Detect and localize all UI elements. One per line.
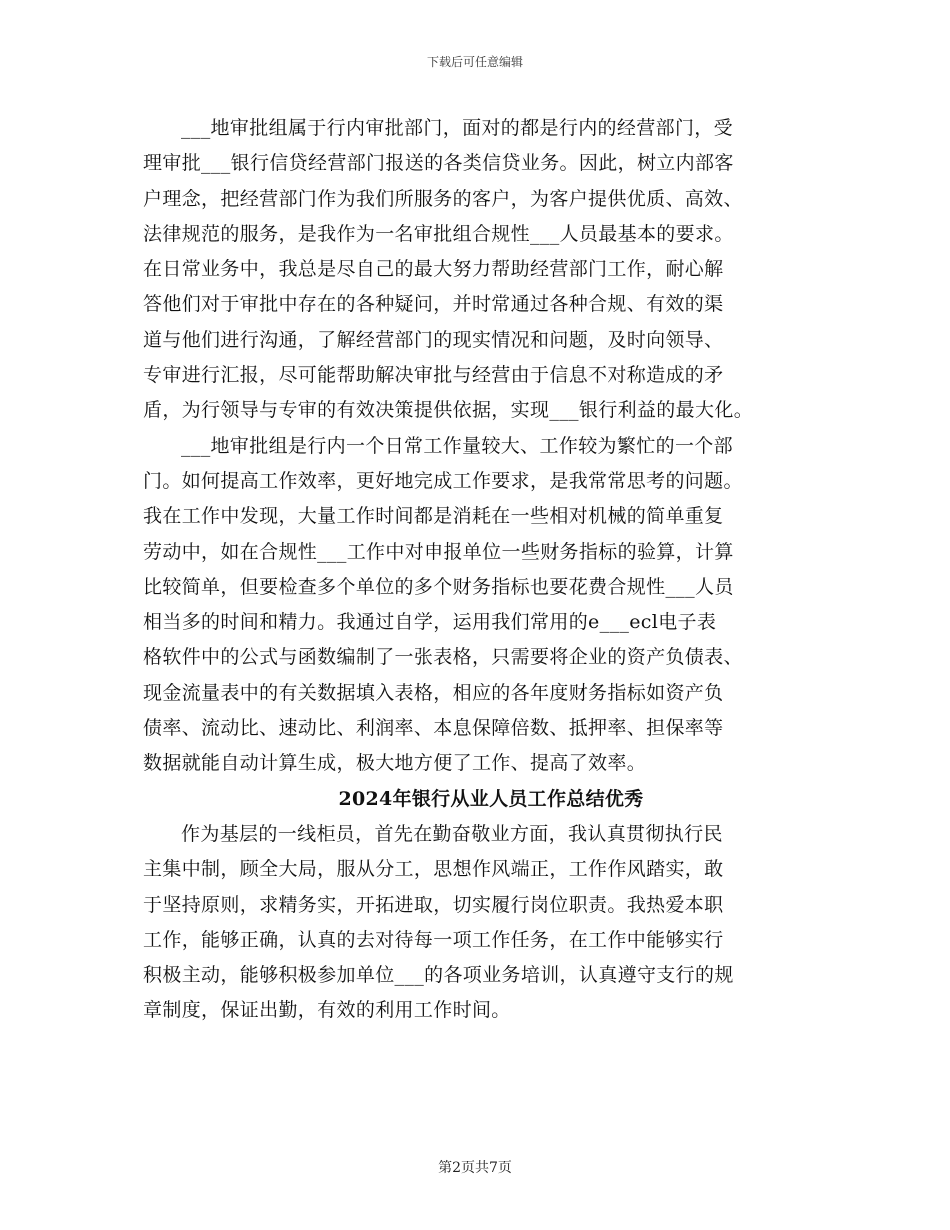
- text-line: ___地审批组是行内一个日常工作量较大、工作较为繁忙的一个部: [181, 434, 734, 457]
- paragraph-1: [143, 111, 823, 429]
- text-line: 答他们对于审批中存在的各种疑问，并时常通过各种合规、有效的渠: [143, 293, 724, 316]
- document-body: [143, 111, 823, 1029]
- text-line: 门。如何提高工作效率，更好地完成工作要求，是我常常思考的问题。: [143, 469, 743, 492]
- text-line: 债率、流动比、速动比、利润率、本息保障倍数、抵押率、担保率等: [143, 717, 724, 740]
- text-line: 相当多的时间和精力。我通过自学，运用我们常用的e___ecl电子表: [143, 611, 717, 634]
- text-line: ___地审批组属于行内审批部门，面对的都是行内的经营部门，受: [181, 117, 734, 139]
- paragraph-3: [143, 817, 823, 1029]
- page-number: 第2页共7页: [438, 1160, 512, 1176]
- text-line: 格软件中的公式与函数编制了一张表格，只需要将企业的资产负债表、: [143, 646, 743, 669]
- text-line: 我在工作中发现，大量工作时间都是消耗在一些相对机械的简单重复: [143, 505, 724, 528]
- text-line: 劳动中，如在合规性___工作中对申报单位一些财务指标的验算，计算: [143, 540, 734, 563]
- text-line: 章制度，保证出勤，有效的利用工作时间。: [143, 999, 511, 1022]
- text-line: 道与他们进行沟通，了解经营部门的现实情况和问题，及时向领导、: [143, 328, 724, 351]
- paragraph-2: [143, 429, 823, 782]
- text-line: 法律规范的服务，是我作为一名审批组合规性___人员最基本的要求。: [143, 222, 734, 245]
- text-line: 数据就能自动计算生成，极大地方便了工作、提高了效率。: [143, 752, 647, 775]
- text-line: 积极主动，能够积极参加单位___的各项业务培训，认真遵守支行的规: [143, 964, 734, 987]
- text-line: 现金流量表中的有关数据填入表格，相应的各年度财务指标如资产负: [143, 681, 724, 704]
- page-header: 下载后可任意编辑: [426, 55, 523, 69]
- text-line: 主集中制，顾全大局，服从分工，思想作风端正，工作作风踏实，敢: [143, 858, 724, 881]
- text-line: 工作，能够正确，认真的去对待每一项工作任务，在工作中能够实行: [143, 928, 724, 951]
- text-line: 盾，为行领导与专审的有效决策提供依据，实现___银行利益的最大化。: [143, 399, 754, 422]
- text-line: 理审批___银行信贷经营部门报送的各类信贷业务。因此，树立内部客: [143, 152, 734, 175]
- text-line: 比较简单，但要检查多个单位的多个财务指标也要花费合规性___人员: [143, 575, 734, 598]
- text-line: 户理念，把经营部门作为我们所服务的客户，为客户提供优质、高效、: [143, 187, 743, 210]
- text-line: 作为基层的一线柜员，首先在勤奋敬业方面，我认真贯彻执行民: [181, 822, 723, 845]
- text-line: 专审进行汇报，尽可能帮助解决审批与经营由于信息不对称造成的矛: [143, 364, 724, 387]
- text-line: 于坚持原则，求精务实，开拓进取，切实履行岗位职责。我热爱本职: [143, 893, 724, 916]
- section-title: 2024年银行从业人员工作总结优秀: [338, 787, 644, 810]
- text-line: 在日常业务中，我总是尽自己的最大努力帮助经营部门工作，耐心解: [143, 258, 724, 281]
